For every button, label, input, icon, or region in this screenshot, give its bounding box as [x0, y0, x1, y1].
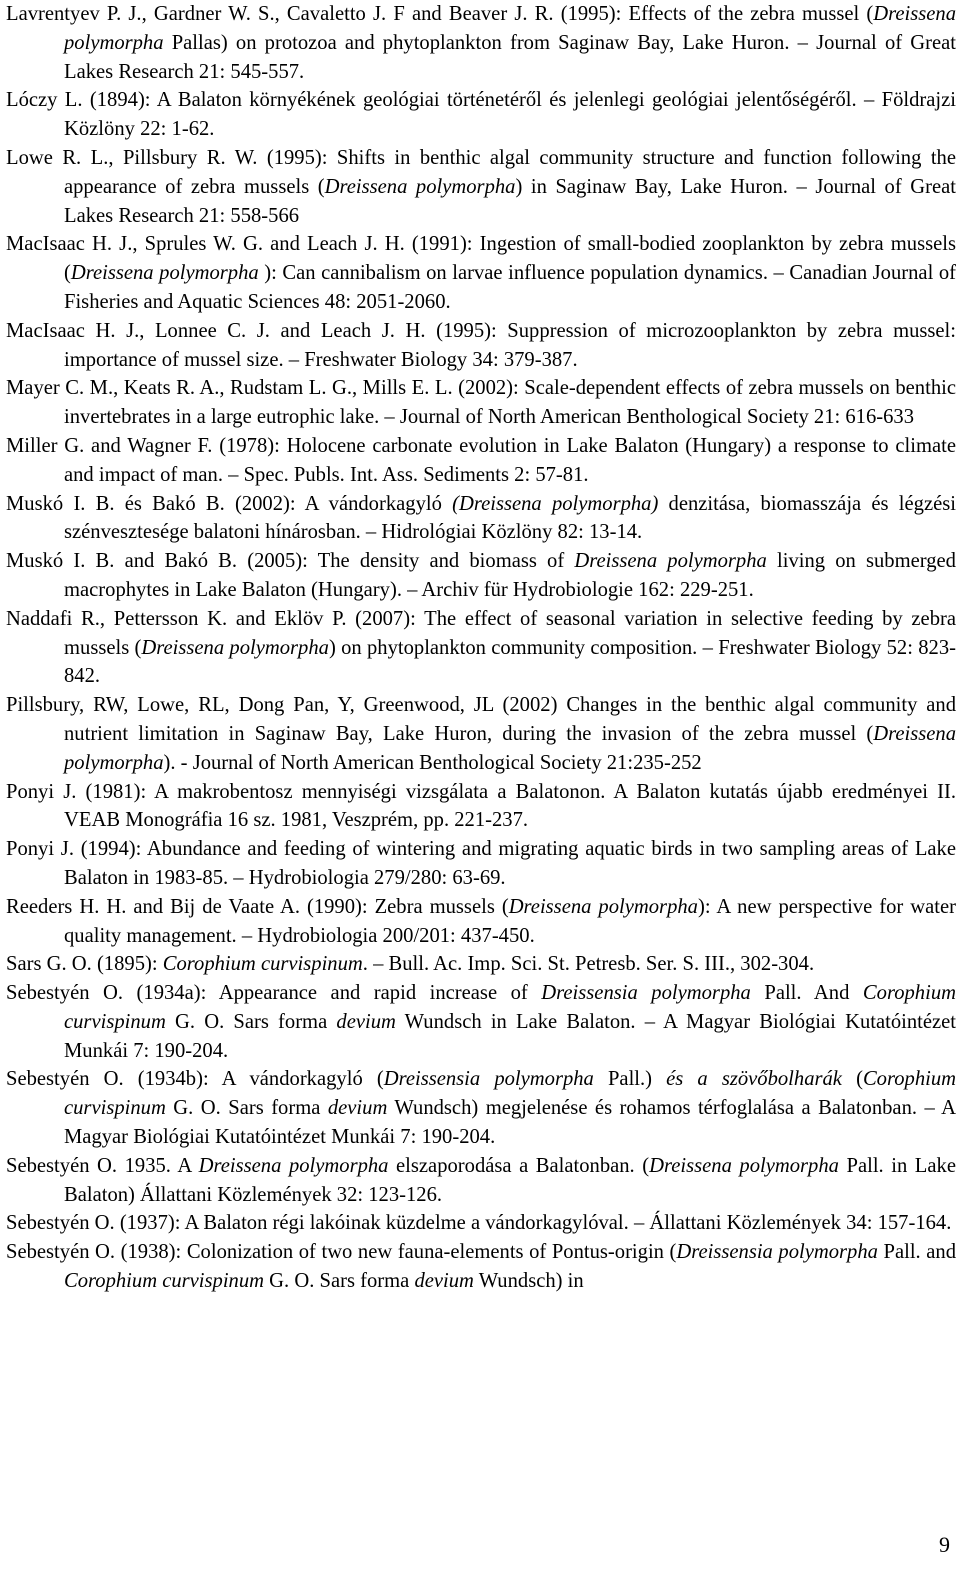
reference-text: Pall. in Lake Balaton) Állattani Közlemények 32: 123-126. [64, 1154, 956, 1206]
italic-text: Dreissena polymorpha [64, 3, 956, 54]
reference-entry [6, 605, 956, 691]
reference-list [6, 0, 956, 1296]
reference-entry [6, 835, 956, 893]
reference-text: MacIsaac H. J., Lonnee C. J. and Leach J. H. (1995): Suppression of microzooplankton by zebra mussel: importance of mussel size. – Freshwater Biology 34: 379-387. [6, 319, 956, 371]
reference-text: Sebestyén O. (1934a): Appearance and rapid increase of [6, 982, 542, 1005]
italic-text: Dreissena polymorpha [324, 175, 516, 198]
italic-text: Dreissena polymorpha [70, 262, 259, 285]
reference-entry [6, 547, 956, 605]
reference-text: Sebestyén O. (1938): Colonization of two new fauna-elements of Pontus-origin ( [6, 1241, 677, 1264]
reference-text: elszaporodása a Balatonban. ( [388, 1154, 650, 1177]
reference-entry [6, 979, 956, 1065]
page-number: 9 [939, 1532, 950, 1557]
reference-text: Pallas) on protozoa and phytoplankton from Saginaw Bay, Lake Huron. – Journal of Great Lakes Research 21: 545-557. [64, 31, 956, 83]
reference-text: G. O. Sars forma [165, 1010, 337, 1033]
italic-text: (Dreissena polymorpha) [452, 492, 659, 515]
italic-text: Dreissena polymorpha [508, 895, 698, 918]
reference-entry [6, 144, 956, 230]
reference-text: Wundsch) in [473, 1270, 584, 1293]
reference-text: ( [841, 1068, 863, 1091]
reference-text: Lavrentyev P. J., Gardner W. S., Cavaletto J. F and Beaver J. R. (1995): Effects of the zebra mussel ( [6, 3, 874, 25]
reference-entry [6, 691, 956, 777]
reference-text: Mayer C. M., Keats R. A., Rudstam L. G., Mills E. L. (2002): Scale-dependent effects of zebra mussels on benthic invertebrates in a large eutrophic lake. – Journal of North American Benthological Society 21: 616-633 [6, 377, 956, 429]
reference-entry [6, 1238, 956, 1296]
reference-text: Reeders H. H. and Bij de Vaate A. (1990): Zebra mussels ( [6, 895, 509, 918]
italic-text: Dreissena polymorpha [198, 1154, 389, 1177]
reference-text: Ponyi J. (1994): Abundance and feeding of wintering and migrating aquatic birds in two sampling areas of Lake Balaton in 1983-85. – Hydrobiologia 279/280: 63-69. [6, 838, 956, 889]
reference-entry [6, 432, 956, 490]
reference-text: Pall. and [877, 1241, 956, 1264]
reference-text: ): Can cannibalism on larvae influence population dynamics. – Canadian Journal of Fisheries and Aquatic Sciences 48: 2051-2060. [64, 262, 956, 313]
italic-text: Dreissensia polymorpha [676, 1241, 878, 1264]
reference-text: Wundsch in Lake Balaton. – A Magyar Biológiai Kutatóintézet Munkái 7: 190-204. [64, 1010, 956, 1062]
reference-text: Wundsch) megjelenése és rohamos térfoglalása a Balatonban. – A Magyar Biológiai Kutatóintézet Munkái 7: 190-204. [64, 1097, 956, 1149]
reference-text: ) in Saginaw Bay, Lake Huron. – Journal of Great Lakes Research 21: 558-566 [64, 175, 956, 227]
reference-text: ). - Journal of North American Benthological Society 21:235-252 [163, 751, 702, 774]
reference-entry [6, 778, 956, 836]
reference-text: Pall. And [750, 982, 863, 1005]
reference-text: G. O. Sars forma [264, 1270, 415, 1293]
reference-entry [6, 1152, 956, 1210]
reference-text: MacIsaac H. J., Sprules W. G. and Leach J. H. (1991): Ingestion of small-bodied zooplankton by zebra mussels ( [6, 233, 956, 285]
reference-entry [6, 0, 956, 86]
reference-entry [6, 490, 956, 548]
reference-text: Sebestyén O. (1937): A Balaton régi lakóinak küzdelme a vándorkagylóval. – Állattani Közlemények 34: 157-164. [6, 1212, 952, 1235]
reference-entry [6, 374, 956, 432]
reference-entry [6, 950, 956, 979]
reference-text: denzitása, biomasszája és légzési szénvesztesége balatoni hínárosban. – Hidrológiai Közlöny 82: 13-14. [64, 492, 956, 544]
italic-text: Dreissensia polymorpha [541, 982, 751, 1005]
reference-entry [6, 1209, 956, 1238]
italic-text: Corophium curvispinum [64, 1068, 957, 1120]
reference-entry [6, 1065, 956, 1151]
reference-text: living on submerged macrophytes in Lake Balaton (Hungary). – Archiv für Hydrobiologie 162: 229-251. [64, 550, 956, 601]
italic-text: Dreissensia polymorpha [383, 1068, 594, 1091]
reference-text: Naddafi R., Pettersson K. and Eklöv P. (2007): The effect of seasonal variation in selective feeding by zebra mussels ( [6, 607, 956, 659]
reference-text: Miller G. and Wagner F. (1978): Holocene carbonate evolution in Lake Balaton (Hungary) a response to climate and impact of man. – Spec. Publs. Int. Ass. Sediments 2: 57-81. [6, 434, 956, 486]
reference-entry [6, 317, 956, 375]
italic-text: Dreissena polymorpha [649, 1154, 839, 1177]
reference-text: Lowe R. L., Pillsbury R. W. (1995): Shifts in benthic algal community structure and function following the appearance of zebra mussels ( [6, 146, 956, 198]
italic-text: Corophium curvispinum [64, 982, 956, 1033]
reference-text: Muskó I. B. és Bakó B. (2002): A vándorkagyló [6, 492, 453, 515]
reference-entry [6, 86, 956, 144]
reference-text: ) on phytoplankton community composition. – Freshwater Biology 52: 823-842. [64, 636, 956, 688]
reference-text: Lóczy L. (1894): A Balaton környékének geológiai történetéről és jelenlegi geológiai jelentőségéről. – Földrajzi Közlöny 22: 1-62. [6, 89, 956, 141]
reference-text: G. O. Sars forma [165, 1097, 328, 1120]
italic-text: és a szövőbolharák [666, 1068, 842, 1091]
reference-text: . – Bull. Ac. Imp. Sci. St. Petresb. Ser. S. III., 302-304. [362, 953, 815, 976]
reference-text: Sebestyén O. (1934b): A vándorkagyló ( [6, 1068, 384, 1091]
italic-text: devium [327, 1097, 388, 1120]
italic-text: Corophium curvispinum [162, 953, 363, 976]
reference-text: ): A new perspective for water quality management. – Hydrobiologia 200/201: 437-450. [64, 895, 956, 947]
reference-entry [6, 230, 956, 316]
reference-text: Sars G. O. (1895): [6, 953, 163, 976]
reference-text: Sebestyén O. 1935. A [6, 1154, 199, 1177]
italic-text: Dreissena polymorpha [64, 722, 956, 774]
reference-entry [6, 893, 956, 951]
italic-text: Dreissena polymorpha [141, 636, 329, 659]
reference-text: Muskó I. B. and Bakó B. (2005): The density and biomass of [6, 550, 575, 573]
reference-text: Pall.) [593, 1068, 667, 1091]
italic-text: devium [336, 1010, 396, 1033]
italic-text: devium [414, 1270, 474, 1293]
italic-text: Corophium curvispinum [64, 1270, 265, 1293]
reference-text: Pillsbury, RW, Lowe, RL, Dong Pan, Y, Greenwood, JL (2002) Changes in the benthic algal community and nutrient limitation in Saginaw Bay, Lake Huron, during the invasion of the zebra mussel ( [6, 694, 956, 745]
reference-text: Ponyi J. (1981): A makrobentosz mennyiségi vizsgálata a Balatonon. A Balaton kutatás újabb eredményei II. VEAB Monográfia 16 sz. 1981, Veszprém, pp. 221-237. [6, 780, 956, 832]
italic-text: Dreissena polymorpha [574, 550, 767, 573]
